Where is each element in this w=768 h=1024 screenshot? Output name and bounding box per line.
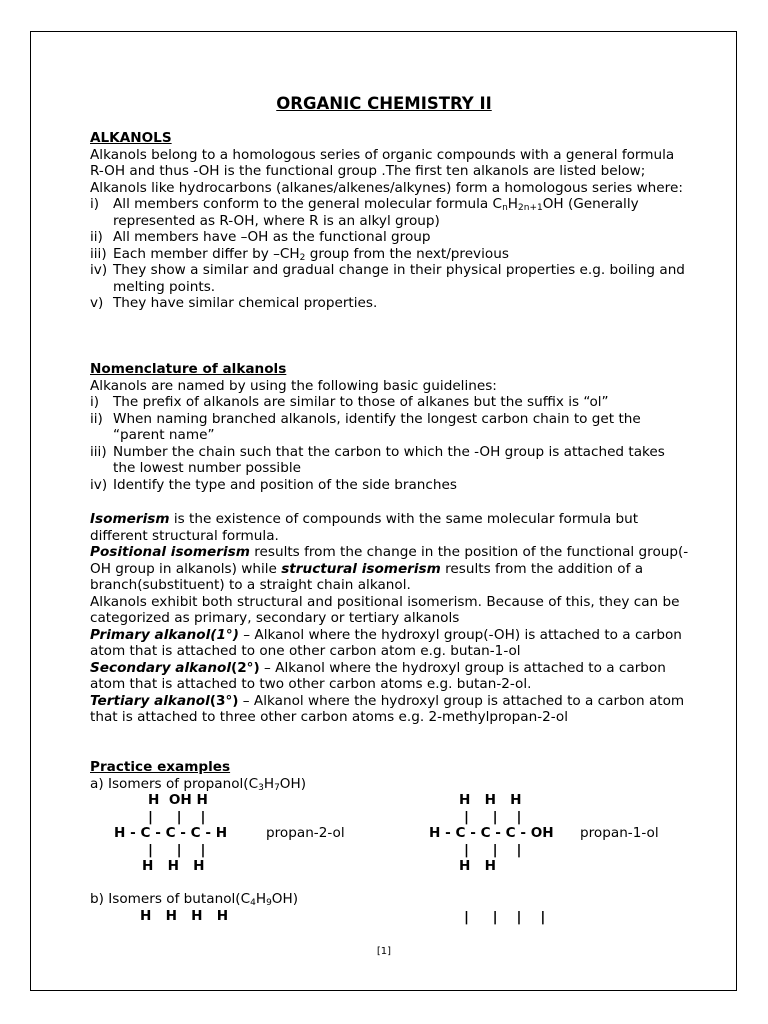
list-item bbox=[90, 262, 690, 295]
isomerism-definition: Isomerism is the existence of compounds with the same molecular formula but different structural formula. bbox=[90, 511, 639, 544]
structure-2-line-5: H H bbox=[459, 858, 496, 874]
positional-isomerism-definition: Positional isomerism results from the change in the position of the functional group(-OH group in alkanols) while structural isomerism results from the addition of a branch(substituent) to a straight chain alkanol. bbox=[90, 544, 689, 593]
isomerism-section bbox=[90, 511, 690, 726]
list-item: iii) Each member differ by $-CH_2$ group from the next/previous bbox=[90, 245, 509, 263]
list-text: All members have –OH as the functional group bbox=[113, 229, 431, 245]
list-number: iv) bbox=[90, 262, 108, 278]
structure-2-line-2: | | | bbox=[464, 809, 522, 825]
list-item bbox=[90, 295, 690, 312]
list-item: i) All members conform to the general molecular formula $C_nH_{2n+1}OH$ (Generally represented as R-OH, where R is an alkyl group) bbox=[90, 196, 639, 229]
page-number: [1] bbox=[376, 946, 392, 957]
nomenclature-intro: Alkanols are named by using the following basic guidelines: bbox=[90, 377, 497, 394]
structure-2-line-3: H - C - C - C - OH bbox=[429, 825, 554, 841]
list-text: Identify the type and position of the side branches bbox=[113, 476, 457, 493]
structure-2-line-4: | | | bbox=[464, 842, 522, 858]
list-number: ii) bbox=[90, 229, 103, 245]
alkanols-paragraph-1: Alkanols belong to a homologous series of organic compounds with a general formula R-OH and thus -OH is the functional group .The first ten alkanols are listed below; bbox=[90, 146, 675, 179]
isomerism-paragraph: Alkanols exhibit both structural and positional isomerism. Because of this, they can be categorized as primary, secondary or tertiary alkanols bbox=[90, 593, 680, 626]
practice-heading: Practice examples bbox=[90, 759, 231, 775]
structure-4-line-1: | | | | bbox=[464, 909, 546, 925]
list-text: They have similar chemical properties. bbox=[113, 295, 378, 311]
practice-question-a: a) Isomers of $propanol(C_3H_7OH)$ bbox=[90, 775, 307, 793]
structure-1-line-2: | | | bbox=[148, 809, 206, 825]
structure-1-line-3: H - C - C - C - H bbox=[114, 825, 228, 841]
structure-2-name: propan-1-ol bbox=[580, 825, 659, 841]
list-item bbox=[90, 444, 690, 477]
list-item bbox=[90, 477, 690, 494]
list-text: They show a similar and gradual change in their physical properties e.g. boiling and melting points. bbox=[113, 262, 685, 295]
secondary-alkanol-definition: Secondary alkanol(2°) – Alkanol where the hydroxyl group is attached to a carbon atom that is attached to two other carbon atoms e.g. butan-2-ol. bbox=[90, 659, 666, 692]
alkanols-heading: ALKANOLS bbox=[90, 130, 172, 146]
list-text: The prefix of alkanols are similar to those of alkanes but the suffix is “ol” bbox=[113, 394, 609, 410]
list-number: i) bbox=[90, 394, 100, 410]
list-item bbox=[90, 229, 690, 246]
alkanols-paragraph-2: Alkanols like hydrocarbons (alkanes/alkenes/alkynes) form a homologous series where: bbox=[90, 179, 683, 196]
list-number: iii) bbox=[90, 443, 107, 460]
structure-2-line-1: H H H bbox=[459, 792, 522, 808]
list-text: When naming branched alkanols, identify the longest carbon chain to get the “parent name” bbox=[113, 410, 641, 443]
structure-3-line-1: H H H H bbox=[140, 908, 229, 924]
practice-question-b: b) Isomers of $butanol(C_4H_9OH)$ bbox=[90, 891, 299, 908]
list-item bbox=[90, 411, 690, 444]
page-title: ORGANIC CHEMISTRY II bbox=[276, 94, 492, 113]
list-number: v) bbox=[90, 295, 104, 311]
tertiary-alkanol-definition: Tertiary alkanol(3°) – Alkanol where the hydroxyl group is attached to a carbon atom that is attached to three other carbon atoms e.g. 2-methylpropan-2-ol bbox=[90, 692, 685, 725]
primary-alkanol-definition: Primary alkanol(1°) – Alkanol where the hydroxyl group(-OH) is attached to a carbon atom that is attached to one other carbon atom e.g. butan-1-ol bbox=[90, 626, 682, 659]
structure-1-line-5: H H H bbox=[142, 858, 205, 874]
list-text: Number the chain such that the carbon to which the -OH group is attached takes the lowest number possible bbox=[113, 443, 665, 476]
structure-1-name: propan-2-ol bbox=[266, 825, 345, 841]
nomenclature-heading: Nomenclature of alkanols bbox=[90, 361, 287, 377]
list-number: iii) bbox=[90, 245, 107, 262]
list-item bbox=[90, 394, 690, 411]
list-number: i) bbox=[90, 196, 100, 212]
nomenclature-section bbox=[90, 361, 690, 493]
practice-section bbox=[90, 759, 690, 792]
structure-1-line-1: H OH H bbox=[148, 792, 208, 808]
structure-1-line-4: | | | bbox=[148, 842, 206, 858]
alkanols-section bbox=[90, 130, 690, 312]
list-number: iv) bbox=[90, 476, 108, 493]
list-number: ii) bbox=[90, 410, 103, 427]
